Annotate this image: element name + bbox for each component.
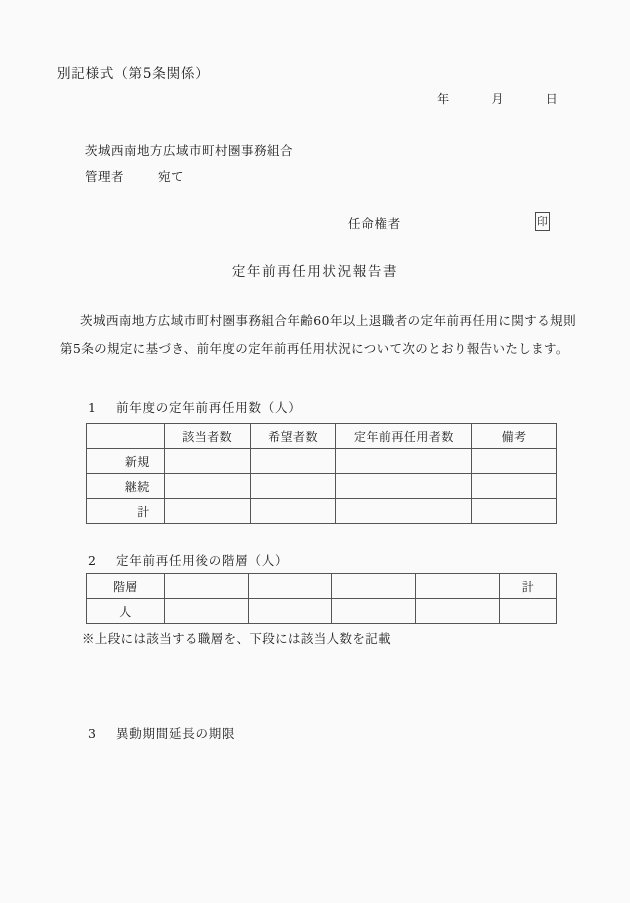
table-row [87,474,557,499]
section-1-number: 1 [88,400,97,415]
cell-total-reemployed[interactable] [336,499,472,524]
column-header-applicable: 該当者数 [164,424,250,449]
table1-corner-cell [87,424,165,449]
section-3-heading [88,724,235,742]
appointer-label: 任命権者 [348,216,402,231]
cell-continued-remarks[interactable] [472,474,557,499]
column-header-remarks: 備考 [472,424,557,449]
column-header-reemployed: 定年前再任用者数 [336,424,472,449]
section-2-number: 2 [88,553,97,568]
cell-new-applicable[interactable] [164,449,250,474]
date-line [0,90,630,107]
cell-new-hopeful[interactable] [250,449,336,474]
table-row [87,449,557,474]
cell-total-remarks[interactable] [472,499,557,524]
cell-persons-1[interactable] [164,599,248,624]
section-2-title: 定年前再任用後の階層（人） [116,553,289,568]
cell-continued-hopeful[interactable] [250,474,336,499]
section-3-number: 3 [88,726,97,741]
section-3-title: 異動期間延長の期限 [116,726,236,741]
row-label-continued: 継続 [87,474,165,499]
row-label-rank: 階層 [87,574,165,599]
column-header-rank-total: 計 [500,574,557,599]
column-header-hopeful: 希望者数 [250,424,336,449]
cell-total-hopeful[interactable] [250,499,336,524]
cell-total-applicable[interactable] [164,499,250,524]
table-rank-after-reemployment [86,573,557,624]
row-label-total: 計 [87,499,165,524]
cell-rank-1[interactable] [164,574,248,599]
addressee-block [85,138,293,190]
date-day-unit: 日 [545,92,558,106]
cell-continued-reemployed[interactable] [336,474,472,499]
body-paragraph [60,307,576,363]
addressee-organization: 茨城西南地方広域市町村圏事務組合 [85,143,294,158]
section-1-title: 前年度の定年前再任用数（人） [116,400,302,415]
addressee-honorific: 宛て [158,169,185,184]
addressee-role: 管理者 [85,169,125,184]
form-number-label: 別記様式（第5条関係） [57,66,210,82]
cell-continued-applicable[interactable] [164,474,250,499]
date-month-unit: 月 [491,92,504,106]
document-title: 定年前再任用状況報告書 [231,264,399,280]
table-header-row [87,424,557,449]
table-previous-year-reemployment [86,423,557,524]
appointer-row [0,212,630,236]
cell-rank-3[interactable] [332,574,416,599]
table-row [87,599,557,624]
cell-persons-total[interactable] [500,599,557,624]
date-year-unit: 年 [437,92,450,106]
paragraph-text: 茨城西南地方広域市町村圏事務組合年齢60年以上退職者の定年前再任用に関する規則第5条の規定に基づき、前年度の定年前再任用状況について次のとおり報告いたします。 [60,313,576,356]
cell-new-reemployed[interactable] [336,449,472,474]
addressee-role-line [85,164,293,190]
section-1-heading [88,398,302,416]
cell-persons-3[interactable] [332,599,416,624]
table-row [87,499,557,524]
cell-persons-2[interactable] [248,599,332,624]
cell-persons-4[interactable] [416,599,500,624]
cell-new-remarks[interactable] [472,449,557,474]
row-label-new: 新規 [87,449,165,474]
section-2-heading [88,551,288,569]
cell-rank-2[interactable] [248,574,332,599]
row-label-persons: 人 [87,599,165,624]
table-row [87,574,557,599]
cell-rank-4[interactable] [416,574,500,599]
table-rank-footnote: ※上段には該当する職層を、下段には該当人数を記載 [82,631,392,646]
seal-stamp-box: 印 [535,212,550,231]
